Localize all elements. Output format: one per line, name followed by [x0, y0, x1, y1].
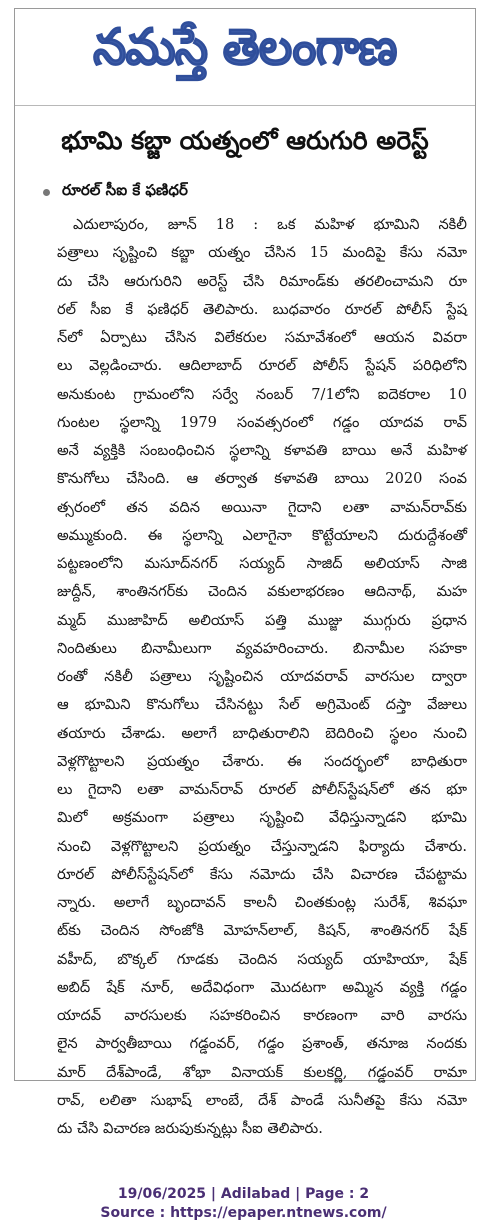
- article-line: పట్టణంలోని మసూద్‌నగర్ సయ్యద్ సాజిద్ అలియాస్ సాజి: [57, 555, 467, 572]
- article-line: న్‌లో ఏర్పాటు చేసిన విలేకరుల సమావేశంలో ఆయన వివరా: [57, 329, 467, 346]
- article-line: రూరల్ పోలీస్‌స్టేషన్‌లో కేసు నమోదు చేసి విచారణ చేపట్టామ: [57, 865, 467, 883]
- article-line: జుద్దీన్, శాంతినగర్‌కు చెందిన వకులాభరణం ఆదినాథ్, మహ: [57, 583, 467, 601]
- article-line: దు చేసి ఆరుగురిని అరెస్ట్ చేసి రిమాండ్‌కు తరలించామని రూ: [57, 272, 467, 290]
- article-line: లు గైదాని లతా వామన్‌రావ్ రూరల్ పోలీస్‌స్టేషన్‌లో తన భూ: [57, 781, 467, 798]
- article-line: గుంటల స్థలాన్ని 1979 సంవత్సరంలో గడ్డం యాదవ రావ్: [57, 413, 467, 431]
- article-line: ట్‌కు చెందిన సోంజోకి మోహన్‌లాల్, కిషన్, శాంతినగర్ షేక్: [57, 922, 467, 940]
- article-line: వెళ్లగొట్టాలని ప్రయత్నం చేశారు. ఈ సందర్భంలో బాధితురా: [57, 752, 467, 770]
- article-line: న్నారు. అలాగే బృందావన్ కాలనీ చింతకుంట్ల సురేశ్, శివఘా: [57, 894, 467, 911]
- byline-text: రూరల్ సీఐ కే ఫణిధర్: [62, 181, 188, 199]
- source-link[interactable]: Source : https://epaper.ntnews.com/: [100, 1205, 387, 1221]
- article-line: దు చేసి విచారణ జరుపుకున్నట్లు సీఐ తెలిపారు.: [57, 1120, 323, 1137]
- article-line: లు వెల్లడించారు. ఆదిలాబాద్ రూరల్ పోలీస్ స్టేషన్ పరిధిలోని: [57, 357, 467, 375]
- article-headline: భూమి కబ్జా యత్నంలో ఆరుగురి అరెస్ట్: [61, 126, 429, 155]
- masthead-title: నమస్తే తెలంగాణ: [93, 17, 397, 76]
- article-line: అనే వ్యక్తికి సంబంధించిన స్థలాన్ని కళావతి బాయి అనే మహిళ: [57, 442, 467, 459]
- article-line: త్సరంలో తన వదిన అయినా గైదాని లతా వామన్‌రావ్‌కు: [57, 498, 467, 516]
- edition-info: 19/06/2025 | Adilabad | Page : 2: [117, 1186, 370, 1202]
- article-line: మిలో అక్రమంగా పత్రాలు సృష్టించి వేధిస్తున్నాడని భూమి: [57, 809, 467, 827]
- article-line: తయారు చేశాడు. అలాగే బాధితురాలిని బెదిరించి స్థలం నుంచి: [57, 724, 467, 742]
- article-line: పత్రాలు సృష్టించి కబ్జా యత్నం చేసిన 15 మందిపై కేసు నమో: [57, 244, 467, 262]
- article-line: మార్ దేశ్‌పాండే, శోభా వినాయక్ కులకర్ణి, గడ్డంవర్ రామా: [57, 1063, 467, 1081]
- article-line: లైన పార్వతీబాయి గడ్డంవర్, గడ్డం ప్రశాంత్, తనూజ నందకు: [57, 1035, 467, 1053]
- article-line: మ్మద్ ముజాహిద్ అలియాస్ పత్తి ముజ్జు ముగ్గురు ప్రధాన: [57, 611, 467, 629]
- article-body: [57, 211, 467, 1137]
- article-line: యాదవ్ వారసులకు సహకరించిన కారణంగా వారి వారసు: [57, 1007, 467, 1024]
- article-line: అబిద్ షేక్ నూర్, అదేవిధంగా మొదటగా అమ్మిన వ్యక్తి గడ్డం: [57, 978, 467, 996]
- newspaper-clipping: [14, 8, 476, 1137]
- article-line: ఎదులాపురం, జూన్ 18 : ఒక మహిళ భూమిని నకిలీ: [73, 216, 467, 233]
- article-line: వహీద్, బొక్కల్ గూడకు చెందిన సయ్యద్ యాహియా, షేక్: [57, 950, 467, 968]
- article-line: నుంచి వెళ్లగొట్టాలని ప్రయత్నం చేస్తున్నాడని ఫిర్యాదు చేశారు.: [57, 837, 467, 855]
- bullet-icon: [43, 189, 50, 196]
- article-line: కొనుగోలు చేసింది. ఆ తర్వాత కళావతి బాయి 2020 సంవ: [57, 470, 467, 488]
- article-line: రల్ సీఐ కే ఫణిధర్ తెలిపారు. బుధవారం రూరల్ పోలీస్ స్టేష: [57, 300, 467, 318]
- article-line: రావ్, లలితా సుభాష్ లాంబే, దేశ్ పాండే సునీతపై కేసు నమో: [57, 1091, 467, 1109]
- article-line: అనుకుంట గ్రామంలోని సర్వే నంబర్ 7/1లోని ఐదెకరాల 10: [57, 385, 467, 403]
- masthead-divider: [15, 105, 475, 106]
- masthead: [15, 9, 475, 97]
- article-byline: [43, 181, 188, 203]
- article-line: ఆ భూమిని కొనుగోలు చేసినట్టు సేల్ అగ్రిమెంట్ దస్తా వేజులు: [57, 696, 467, 714]
- article-line: నిందితులు బినామీలుగా వ్యవహరించారు. బినామీల సహకా: [57, 639, 467, 657]
- article-line: అమ్ముకుంది. ఈ స్థలాన్ని ఎలాగైనా కొట్టేయాలని దురుద్దేశంతో: [57, 526, 467, 544]
- article-line: రంతో నకిలీ పత్రాలు సృష్టించిన యాదవరావ్ వారసుల ద్వారా: [57, 668, 467, 685]
